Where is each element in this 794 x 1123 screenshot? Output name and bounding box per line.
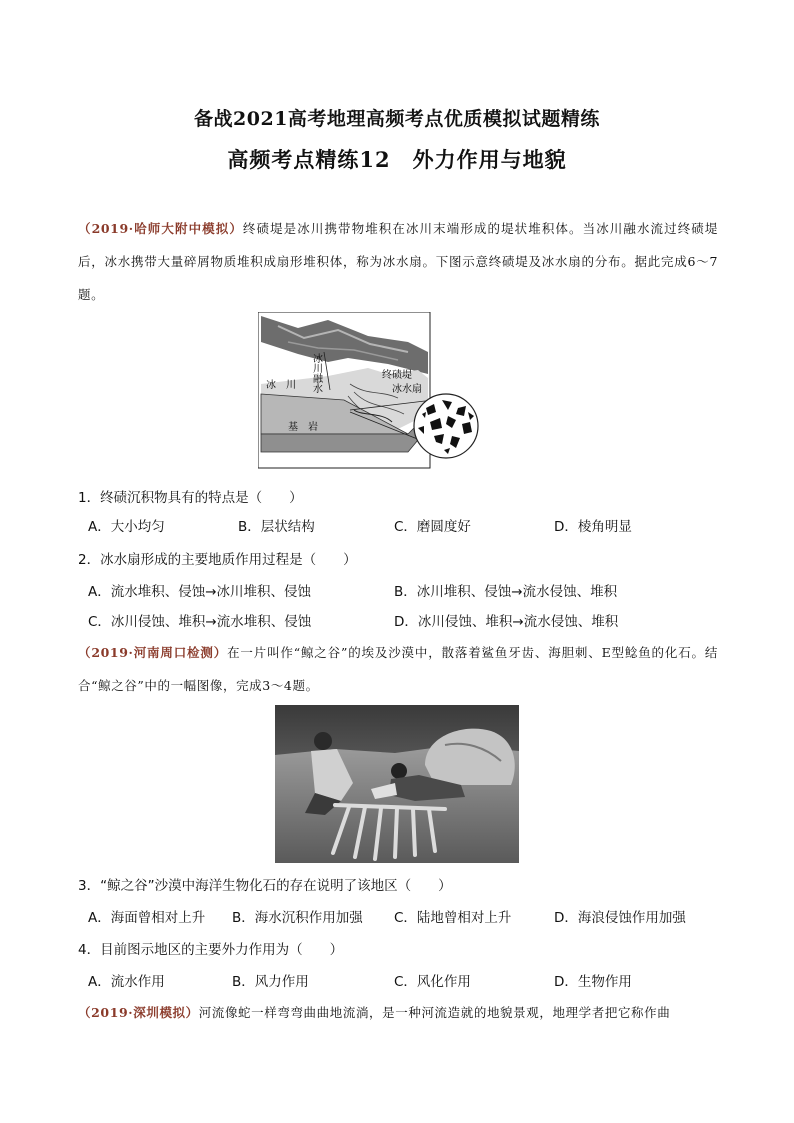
document-title: 备战2021高考地理高频考点优质模拟试题精练 <box>194 108 600 130</box>
question-1-options <box>88 515 728 535</box>
document-subtitle: 高频考点精练12 外力作用与地貌 <box>227 147 567 172</box>
q2-option-b[interactable]: B．冰川堆积、侵蚀→流水侵蚀、堆积 <box>394 584 618 600</box>
q4-option-c[interactable]: C．风化作用 <box>394 974 471 990</box>
q4-option-b[interactable]: B．风力作用 <box>232 974 309 990</box>
q1-option-a[interactable]: A．大小均匀 <box>88 519 165 535</box>
section2-intro <box>78 636 718 702</box>
question-4-options <box>88 970 728 990</box>
q1-option-b[interactable]: B．层状结构 <box>238 519 315 535</box>
section1-text: 终碛堤是冰川携带物堆积在冰川末端形成的堤状堆积体。当冰川融水流过终碛堤后，冰水携带大量碎屑物质堆积成扇形堆积体，称为冰水扇。下图示意终碛堤及冰水扇的分布。据此完成6～7题。 <box>78 221 718 302</box>
question-2-options-row2 <box>88 610 728 630</box>
whale-valley-photo <box>275 705 519 863</box>
q2-option-d[interactable]: D．冰川侵蚀、堆积→流水侵蚀、堆积 <box>394 614 619 630</box>
section2-text: 在一片叫作“鲸之谷”的埃及沙漠中，散落着鲨鱼牙齿、海胆刺、E型鲶鱼的化石。结合“鲸之谷”中的一幅图像，完成3～4题。 <box>78 645 718 693</box>
q4-option-a[interactable]: A．流水作用 <box>88 974 165 990</box>
q3-option-a[interactable]: A．海面曾相对上升 <box>88 910 206 926</box>
moraine-outwash-diagram <box>258 312 480 470</box>
section2-source: （2019·河南周口检测） <box>78 645 228 660</box>
question-1-stem: 1．终碛沉积物具有的特点是（ ） <box>78 490 303 506</box>
question-2-options-row1 <box>88 580 728 600</box>
label-glacier: 冰 川 <box>266 380 296 391</box>
q3-option-b[interactable]: B．海水沉积作用加强 <box>232 910 363 926</box>
question-2-stem: 2．冰水扇形成的主要地质作用过程是（ ） <box>78 552 357 568</box>
section3-text: 河流像蛇一样弯弯曲曲地流淌，是一种河流造就的地貌景观，地理学者把它称作曲 <box>198 1005 671 1020</box>
question-3-options <box>88 906 728 926</box>
q4-option-d[interactable]: D．生物作用 <box>554 974 632 990</box>
question-3-stem: 3．“鲸之谷”沙漠中海洋生物化石的存在说明了该地区（ ） <box>78 878 452 894</box>
q3-option-c[interactable]: C．陆地曾相对上升 <box>394 910 512 926</box>
label-moraine: 终碛堤 <box>382 370 412 381</box>
section3-intro <box>78 996 718 1029</box>
q1-option-d[interactable]: D．棱角明显 <box>554 519 632 535</box>
q1-option-c[interactable]: C．磨圆度好 <box>394 519 471 535</box>
q3-option-d[interactable]: D．海浪侵蚀作用加强 <box>554 910 686 926</box>
label-glacier-meltwater: 冰川融水 <box>310 353 322 393</box>
label-bedrock: 基 岩 <box>288 422 318 433</box>
question-4-stem: 4．目前图示地区的主要外力作用为（ ） <box>78 942 344 958</box>
q2-option-a[interactable]: A．流水堆积、侵蚀→冰川堆积、侵蚀 <box>88 584 312 600</box>
q2-option-c[interactable]: C．冰川侵蚀、堆积→流水堆积、侵蚀 <box>88 614 312 630</box>
section1-source: （2019·哈师大附中模拟） <box>78 221 243 236</box>
section1-intro <box>78 212 718 311</box>
label-outwash-fan: 冰水扇 <box>392 384 422 395</box>
section3-source: （2019·深圳模拟） <box>78 1005 199 1020</box>
